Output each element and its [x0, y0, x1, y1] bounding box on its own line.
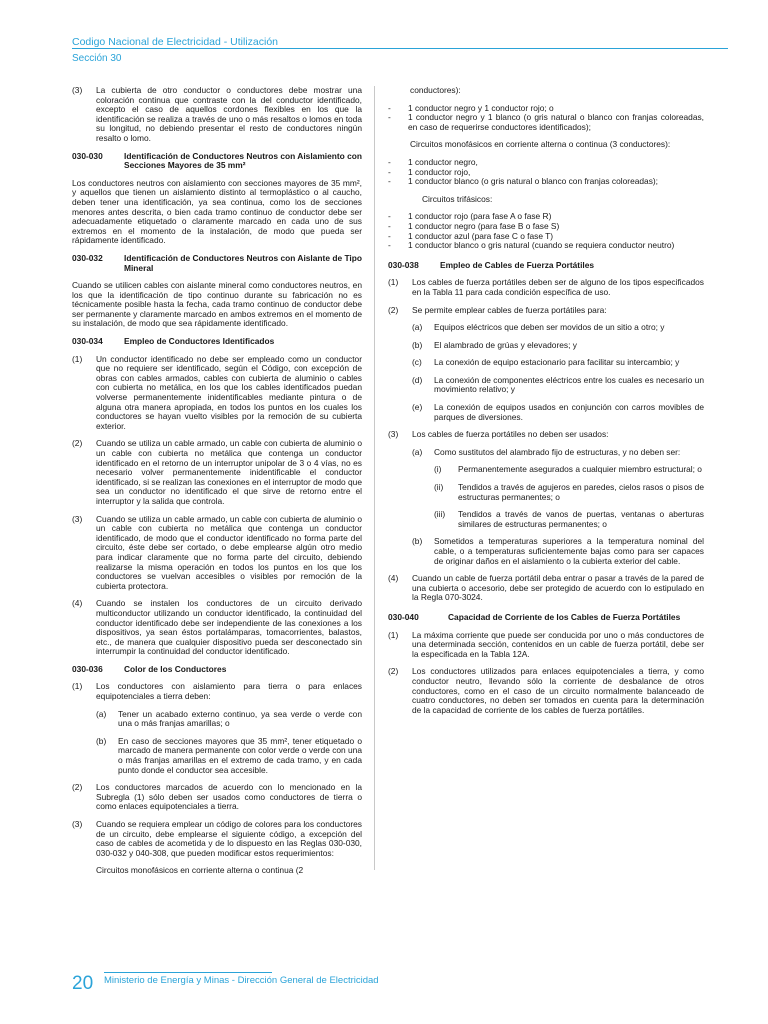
footer-rule — [104, 972, 272, 973]
dash-mark: - — [388, 176, 391, 187]
rule-title: Identificación de Conductores Neutros con Aislamiento con Secciones Mayores de 35 mm² — [124, 150, 362, 171]
list-item — [388, 278, 704, 297]
rule-heading — [72, 152, 362, 171]
list-item — [72, 599, 362, 657]
item-number: (3) — [72, 85, 83, 95]
item-text: Sometidos a temperaturas superiores a la temperatura nominal del cable, o a temperaturas suficientemente bajas como para ser capaces de originar daños en el aislamiento o la cubierta exterior del cable. — [434, 536, 704, 566]
dash-mark: - — [388, 240, 391, 251]
item-number: (1) — [388, 277, 399, 288]
item-number: (c) — [412, 357, 422, 368]
dash-text: 1 conductor rojo, — [408, 166, 471, 177]
item-text: El alambrado de grúas y elevadores; y — [434, 339, 577, 350]
list-item — [72, 783, 362, 812]
dash-text: 1 conductor blanco (o gris natural o blanco con franjas coloreadas); — [408, 176, 658, 187]
item-number: (4) — [388, 573, 399, 584]
item-number: (a) — [96, 708, 107, 719]
dash-text: 1 conductor negro (para fase B o fase S) — [408, 220, 560, 231]
item-text: En caso de secciones mayores que 35 mm², tener etiquetado o marcado de manera permanente con color verde o verde con una o más franjas amarillas en el extremo de cada tramo, y en cada punto donde el conductor sea accesible. — [118, 735, 362, 775]
item-number: (2) — [72, 782, 83, 793]
dash-text: 1 conductor negro y 1 blanco (o gris natural o blanco con franjas coloreadas, en caso de requerirse conductores identificados); — [408, 112, 704, 132]
dash-list — [388, 158, 704, 187]
item-text: Los conductores marcados de acuerdo con lo mencionado en la Subregla (1) sólo deben ser usados como conductores de tierra o como enlaces equipotenciales a tierra. — [96, 782, 362, 812]
rule-heading — [388, 261, 704, 271]
rule-code: 030-030 — [72, 150, 103, 161]
rule-heading — [72, 254, 362, 273]
item-number: (1) — [72, 353, 83, 364]
item-text: Tendidos a través de agujeros en paredes, cielos rasos o pisos de estructuras permanentes; o — [458, 482, 704, 502]
page-number: 20 — [72, 973, 94, 994]
dash-item — [388, 113, 704, 132]
sub-item — [412, 448, 704, 458]
item-text-main: Cuando se requiera emplear un código de colores para los conductores de un circuito, debe emplearse el siguiente código, a excepción del caso de cables de acometida y de lo dispuesto en las Reglas 030-030, 030-032 y 040-308, que pueden modificar estos requerimientos: — [96, 819, 362, 858]
item-number: (3) — [388, 429, 399, 440]
item-number: (a) — [412, 446, 423, 457]
dash-list — [388, 212, 704, 250]
item-number: (a) — [412, 322, 423, 333]
sub-item — [412, 341, 704, 351]
rule-heading — [72, 337, 362, 347]
dash-list — [388, 104, 704, 133]
paragraph-text: Los conductores neutros con aislamiento con secciones mayores de 35 mm², y aquellos que tienen un aislamiento distinto al termoplástico o al caucho, deben tener una identificación, ya sea continua, como los de secciones menores antes descrita, o bien cada tramo continuo de conductor debe ser adecuadamente etiquetado o claramente marcado en cada uno de sus extremos en el momento de la instalación, de modo que pueda ser rápidamente identificado. — [72, 177, 362, 246]
item-number: (2) — [388, 666, 399, 677]
item-text — [96, 820, 362, 876]
paragraph-text: Circuitos monofásicos en corriente alterna o continua (3 conductores): — [410, 139, 671, 150]
item-number: (3) — [72, 819, 83, 829]
item-text: Los conductores con aislamiento para tierra o para enlaces equipotenciales a tierra deben: — [96, 681, 362, 702]
list-item — [72, 515, 362, 592]
item-number: (1) — [72, 681, 83, 692]
dash-item — [388, 177, 704, 187]
item-number: (b) — [412, 536, 423, 547]
left-column — [72, 86, 362, 884]
item-text: La conexión de componentes eléctricos entre los cuales es necesario un movimiento relativo; y — [434, 374, 704, 395]
item-number: (ii) — [434, 482, 444, 493]
dash-mark: - — [388, 166, 391, 177]
rule-title: Color de los Conductores — [124, 663, 227, 674]
list-item — [72, 820, 362, 876]
list-item — [388, 430, 704, 440]
dash-mark: - — [388, 211, 391, 222]
sub-item — [412, 403, 704, 422]
item-number: (iii) — [434, 509, 446, 520]
list-item — [388, 574, 704, 603]
item-number: (4) — [72, 598, 83, 609]
list-item — [72, 439, 362, 506]
rule-heading — [388, 613, 704, 623]
item-text: Equipos eléctricos que deben ser movidos de un sitio a otro; y — [434, 322, 665, 333]
list-item — [388, 631, 704, 660]
dash-item — [388, 241, 704, 251]
item-number: (2) — [72, 438, 83, 449]
item-text: Permanentemente asegurados a cualquier miembro estructural; o — [458, 464, 702, 475]
item-text: Los cables de fuerza portátiles no deben ser usados: — [412, 429, 609, 440]
item-number: (1) — [388, 629, 399, 640]
item-text: Como sustitutos del alambrado fijo de estructuras, y no deben ser: — [434, 446, 681, 457]
rule-title: Empleo de Conductores Identificados — [124, 336, 275, 347]
item-number: (d) — [412, 374, 423, 385]
rule-code: 030-032 — [72, 252, 103, 263]
sub-item — [412, 323, 704, 333]
item-text: La conexión de equipo estacionario para facilitar su intercambio; y — [434, 357, 680, 368]
item-text: La máxima corriente que puede ser conducida por uno o más conductores de una determinada sección, contenidos en un cable de fuerza portátil, debe ser la especificada en la Tabla 12A. — [412, 629, 704, 659]
rule-heading — [72, 665, 362, 675]
list-item — [388, 667, 704, 715]
rule-code: 030-038 — [388, 259, 419, 270]
rule-code: 030-034 — [72, 336, 103, 347]
paragraph — [72, 86, 362, 144]
item-text: Cuando se utiliza un cable armado, un cable con cubierta de aluminio o un cable con cubierta no metálica que contenga un conductor identificado, de modo que el conductor identificado no forma parte del circuito, éste debe ser cortado, o debe emplearse algún otro medio para indicar claramente que no forma parte del circuito, debiendo realizarse la misma operación en todos los puntos en los que los conductores se vuelvan accesibles o visibles por remoción de la cubierta protectora. — [96, 513, 362, 591]
list-item — [388, 306, 704, 316]
dash-mark: - — [388, 112, 391, 123]
right-column — [388, 86, 704, 723]
item-text: La conexión de equipos usados en conjunción con carros movibles de parques de diversiones. — [434, 402, 704, 422]
header-rule — [72, 48, 728, 49]
footer-text: Ministerio de Energía y Minas - Dirección General de Electricidad — [104, 975, 379, 986]
document-title: Codigo Nacional de Electricidad - Utilización — [72, 36, 279, 48]
rule-code: 030-040 — [388, 611, 419, 622]
item-text: Tendidos a través de vanos de puertas, ventanas o aberturas similares de estructuras permanentes; o — [458, 509, 704, 529]
sub-item — [412, 358, 704, 368]
rule-title: Capacidad de Corriente de los Cables de Fuerza Portátiles — [448, 611, 681, 622]
item-text: Tener un acabado externo continuo, ya sea verde o verde con una o más franjas amarillas; o — [118, 708, 362, 729]
list-item — [72, 355, 362, 432]
rule-code: 030-036 — [72, 663, 103, 674]
paragraph-text: La cubierta de otro conductor o conductores debe mostrar una coloración continua que contraste con la del conductor identificado, excepto el caso de aquellos cordones flexibles en los que la identificación se realiza a través de uno o más resaltos o lomos en toda su longitud, no debiendo presentar el resto de conductores ningún resalto o lomo. — [96, 85, 362, 143]
sub-sub-item — [434, 510, 704, 529]
section-label: Sección 30 — [72, 53, 122, 64]
list-item — [72, 682, 362, 701]
dash-text: 1 conductor rojo (para fase A o fase R) — [408, 211, 552, 222]
item-number: (3) — [72, 513, 83, 524]
rule-title: Empleo de Cables de Fuerza Portátiles — [440, 259, 595, 270]
continuation-text: conductores): — [410, 85, 461, 95]
dash-text: 1 conductor negro y 1 conductor rojo; o — [408, 102, 554, 113]
item-number: (2) — [388, 304, 399, 315]
item-number: (i) — [434, 464, 442, 475]
item-text: Cuando un cable de fuerza portátil deba entrar o pasar a través de la pared de una cubierta o accesorio, debe ser protegido de acuerdo con lo estipulado en la Regla 070-3024. — [412, 573, 704, 603]
paragraph-text: Circuitos trifásicos: — [422, 193, 493, 204]
item-text: Un conductor identificado no debe ser empleado como un conductor que no requiere ser identificado, según el Código, con excepción de obras con cables armados, cables con cubierta de aluminio o cables con cubierta no metálica, en los que los cables identificados puedan volverse permanentemente inidentificables mediante pintura o de alguna otra manera apropiada, en todos los puntos en los cuales los conductores se hayan vuelto visibles por la remoción de su cubierta exterior. — [96, 353, 362, 431]
sub-item — [96, 737, 362, 775]
dash-mark: - — [388, 220, 391, 231]
sub-item — [412, 376, 704, 395]
rule-title: Identificación de Conductores Neutros con Aislante de Tipo Mineral — [124, 252, 362, 273]
sub-sub-item — [434, 465, 704, 475]
paragraph-text: Cuando se utilicen cables con aislante mineral como conductores neutros, en los que la identificación de tipo continuo durante su fabricación no es técnicamente posible hasta la fecha, cada tramo continuo de conductor debe ser permanente y claramente marcado en ambos extremos en el momento de su instalación, de modo que sea rápidamente identificado. — [72, 280, 362, 329]
sub-item — [96, 710, 362, 729]
sub-sub-item — [434, 483, 704, 502]
item-number: (b) — [96, 735, 107, 746]
item-text-tail: Circuitos monofásicos en corriente alterna o continua (2 — [96, 865, 304, 876]
item-number: (e) — [412, 402, 423, 413]
item-text: Se permite emplear cables de fuerza portátiles para: — [412, 304, 607, 315]
item-text: Los conductores utilizados para enlaces equipotenciales a tierra, y como conductor neutro, llevando sólo la corriente de desbalance de otros conductores, como en el caso de un circuito normalmente balanceado de cuatro conductores, no deben ser tomados en cuenta para la determinación de la capacidad de corriente de los cables de fuerza portátiles. — [412, 666, 704, 715]
dash-mark: - — [388, 102, 391, 113]
dash-text: 1 conductor azul (para fase C o fase T) — [408, 230, 554, 241]
item-text: Los cables de fuerza portátiles deben ser de alguno de los tipos especificados en la Tabla 11 para cada condición específica de uso. — [412, 277, 704, 297]
dash-mark: - — [388, 156, 391, 167]
item-text: Cuando se utiliza un cable armado, un cable con cubierta de aluminio o un cable con cubierta no metálica que contenga un conductor identificado en el retorno de un interruptor unipolar de 3 o 4 vías, no es necesario volver permanentemente inidentificable el conductor identificado, si se realizan las conexiones en el interruptor de modo que sea un conductor no identificado el que sirve de retorno entre el interruptor y la salida que controla. — [96, 438, 362, 506]
dash-text: 1 conductor blanco o gris natural (cuando se requiera conductor neutro) — [408, 240, 675, 251]
item-number: (b) — [412, 339, 423, 350]
dash-mark: - — [388, 230, 391, 241]
sub-item — [412, 537, 704, 566]
item-text: Cuando se instalen los conductores de un circuito derivado multiconductor utilizando un conductor identificado, la continuidad del conductor identificado debe ser independiente de las conexiones a los dispositivos, ya sean éstos portalámparas, tomacorrientes, balastos, etc., de manera que cualquier dispositivo pueda ser desconectado sin interrumpir la continuidad del conductor identificado. — [96, 598, 362, 657]
column-divider — [374, 86, 375, 870]
dash-text: 1 conductor negro, — [408, 156, 478, 167]
